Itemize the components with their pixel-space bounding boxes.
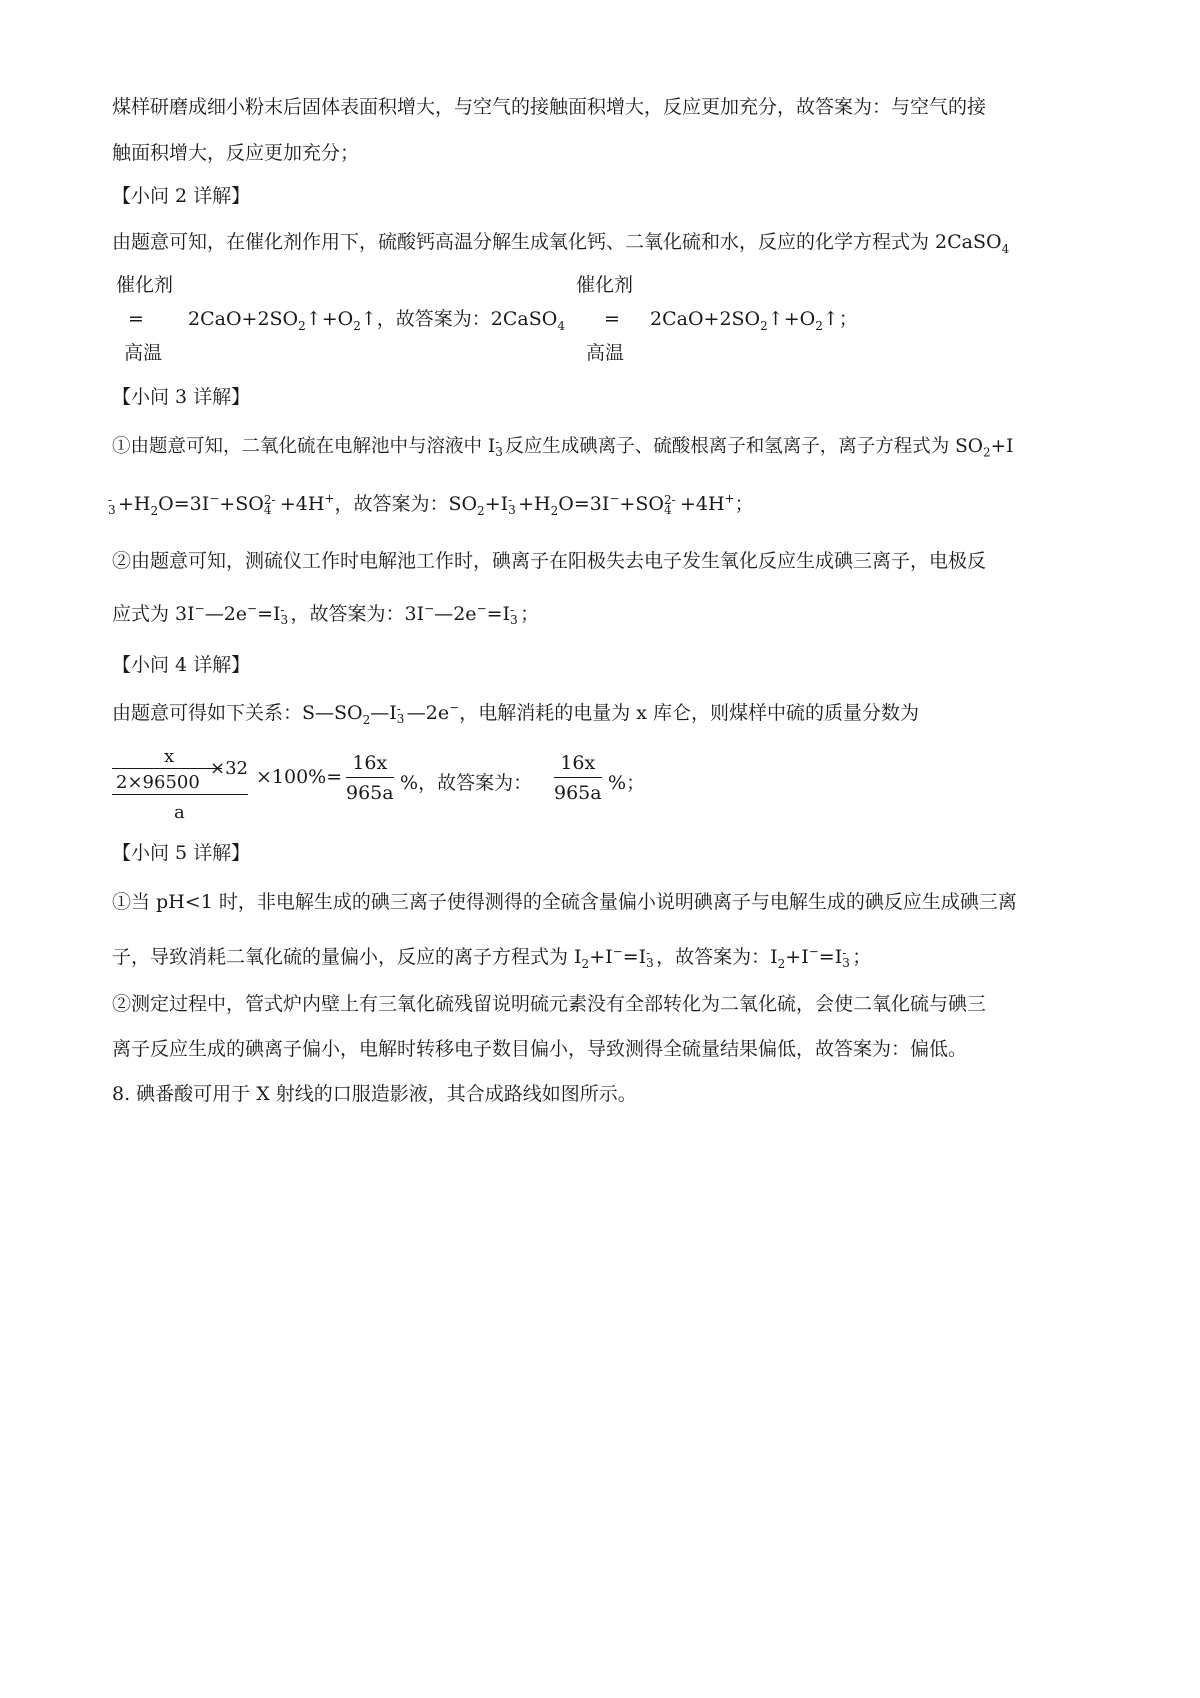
charge-stack [495, 436, 505, 458]
subscript: 2 [362, 712, 371, 727]
text: ↑； [822, 308, 858, 330]
superscript: 2- [263, 493, 276, 507]
paragraph-line [112, 700, 919, 727]
text: 2CaO+2SO [188, 308, 299, 330]
fraction-denominator-a: a [174, 802, 185, 823]
superscript: - [396, 702, 401, 716]
superscript: - [510, 603, 515, 617]
fraction-numerator: 16x [346, 752, 394, 778]
text: 由题意可知，在催化剂作用下，硫酸钙高温分解生成氧化钙、二氧化硫和水，反应的化学方程式为 2CaSO [112, 231, 1002, 253]
percent: % [400, 772, 419, 794]
text: —2e [406, 702, 450, 724]
subscript: 3 [510, 613, 518, 627]
text: +I [589, 946, 613, 968]
superscript: - [495, 435, 500, 449]
charge-stack [397, 703, 407, 725]
text: ； [734, 493, 754, 515]
charge-stack [281, 604, 291, 626]
text: ↑+O [767, 308, 816, 330]
text: ； [520, 603, 540, 625]
subscript: 3 [842, 956, 850, 970]
subscript: 3 [108, 503, 116, 517]
fraction-denominator: 965a [346, 782, 394, 804]
subscript: 2 [760, 318, 768, 333]
superscript: + [724, 491, 735, 506]
text: —2e [204, 603, 248, 625]
fraction-numerator-x: x [164, 746, 175, 767]
text: +4H [279, 493, 325, 515]
equals-sign: = [604, 308, 620, 330]
superscript: - [842, 946, 847, 960]
subscript: 2 [581, 956, 590, 971]
superscript: - [108, 493, 113, 507]
charge-stack [508, 494, 518, 516]
text: ，故答案为： [418, 772, 533, 794]
superscript: - [508, 493, 513, 507]
text: +I [990, 436, 1014, 457]
text: +H [518, 493, 551, 515]
charge-stack [264, 494, 280, 516]
paragraph-line [108, 491, 754, 518]
superscript: − [209, 491, 220, 506]
paragraph-line [112, 601, 540, 627]
text: ×100%= [256, 766, 343, 788]
superscript: − [194, 601, 205, 616]
charge-stack [664, 494, 680, 516]
subscript: 2 [477, 503, 485, 518]
paragraph-line: 离子反应生成的碘离子偏小，电解时转移电子数目偏小，导致测得全硫量结果偏低，故答案为：偏低。 [112, 1038, 968, 1060]
paragraph-line [112, 231, 1010, 256]
text: +I [484, 493, 509, 515]
superscript: - [280, 603, 285, 617]
subscript: 4 [557, 318, 565, 333]
times-32: ×32 [210, 758, 248, 779]
paragraph-line: ②由题意可知，测硫仪工作时电解池工作时，碘离子在阳极失去电子发生氧化反应生成碘三离子，电极反 [112, 550, 987, 572]
question-text: 8. 碘番酸可用于 X 射线的口服造影液，其合成路线如图所示。 [112, 1083, 637, 1105]
text: ↑，故答案为：2CaSO [360, 308, 558, 330]
paragraph-line [112, 436, 1013, 458]
text: ①由题意可知，二氧化硫在电解池中与溶液中 I [112, 436, 496, 457]
subscript: 2 [353, 318, 361, 333]
paragraph-line: 煤样研磨成细小粉末后固体表面积增大，与空气的接触面积增大，反应更加充分，故答案为：与空气的接 [112, 96, 987, 118]
paragraph-line: ①当 pH<1 时，非电解生成的碘三离子使得测得的全硫含量偏小说明碘离子与电解生成的碘反应生成碘三离 [112, 891, 1017, 913]
text: ↑+O [305, 308, 354, 330]
equation-products [188, 308, 565, 333]
condition-catalyst: 催化剂 [576, 274, 634, 296]
subscript: 2 [982, 445, 991, 460]
inner-fraction-bar [112, 768, 222, 769]
charge-stack [510, 604, 520, 626]
text: ，故答案为：SO [334, 493, 478, 515]
text: =I [622, 946, 647, 968]
text: 应式为 3I [112, 603, 195, 625]
paragraph-line: 触面积增大，反应更加充分； [112, 142, 360, 164]
text: =I [818, 946, 843, 968]
condition-heat: 高温 [124, 342, 163, 364]
equation-products [650, 308, 858, 333]
outer-fraction-bar [112, 794, 248, 795]
subscript: 2 [815, 318, 823, 333]
charge-stack [842, 947, 852, 969]
charge-stack [108, 494, 118, 516]
subscript: 3 [508, 503, 516, 517]
superscript: − [247, 601, 258, 616]
text: +4H [679, 493, 725, 515]
paragraph-line [112, 944, 872, 971]
subscript: 4 [1001, 241, 1010, 256]
superscript: − [612, 944, 623, 959]
subscript: 4 [663, 503, 672, 517]
section-heading: 【小问 3 详解】 [112, 386, 251, 408]
text: O=3I [558, 493, 610, 515]
text: ，故答案为：3I [290, 603, 425, 625]
text: 子，导致消耗二氧化硫的量偏小，反应的离子方程式为 I [112, 946, 582, 968]
answer-fraction [554, 752, 602, 804]
fraction-mid [116, 772, 200, 793]
text: ； [852, 946, 872, 968]
fraction-equation [256, 766, 342, 788]
condition-catalyst: 催化剂 [116, 274, 174, 296]
text: +SO [619, 493, 664, 515]
superscript: 2- [663, 493, 676, 507]
subscript: 3 [396, 712, 405, 726]
superscript: - [646, 946, 651, 960]
charge-stack [646, 947, 656, 969]
subscript: 2 [550, 503, 559, 518]
text: 2×96500 [116, 772, 200, 793]
subscript: 3 [280, 613, 289, 627]
superscript: − [808, 944, 819, 959]
subscript: 3 [646, 956, 654, 970]
paragraph-line: ②测定过程中，管式炉内壁上有三氧化硫残留说明硫元素没有全部转化为二氧化硫，会使二氧化硫与碘三 [112, 993, 987, 1015]
section-heading: 【小问 5 详解】 [112, 842, 251, 864]
section-heading: 【小问 4 详解】 [112, 654, 251, 676]
result-fraction [346, 752, 394, 804]
text: +H [118, 493, 151, 515]
text: +I [785, 946, 809, 968]
text: =I [257, 603, 281, 625]
section-heading: 【小问 2 详解】 [112, 185, 251, 207]
text: =I [486, 603, 511, 625]
fraction-numerator: 16x [554, 752, 602, 778]
text: —2e [434, 603, 477, 625]
superscript: − [476, 601, 487, 616]
superscript: + [324, 491, 335, 506]
answer-label [400, 768, 532, 795]
subscript: 2 [298, 318, 306, 333]
subscript: 2 [150, 503, 159, 518]
percent: % [608, 772, 627, 794]
complex-fraction [112, 746, 250, 826]
answer-end [608, 768, 645, 795]
text: +SO [219, 493, 264, 515]
text: ，故答案为：I [656, 946, 778, 968]
superscript: − [609, 491, 620, 506]
text: 2CaO+2SO [650, 308, 761, 330]
superscript: − [449, 700, 460, 715]
text: 由题意可得如下关系：S—SO [112, 702, 363, 724]
text: ； [626, 772, 646, 794]
subscript: 3 [495, 445, 503, 459]
text: O=3I [158, 493, 210, 515]
text: ，电解消耗的电量为 x 库仑，则煤样中硫的质量分数为 [459, 702, 919, 724]
equals-sign: = [128, 308, 144, 330]
subscript: 4 [263, 503, 272, 517]
fraction-denominator: 965a [554, 782, 602, 804]
text: —I [370, 702, 397, 724]
condition-heat: 高温 [586, 342, 625, 364]
subscript: 2 [777, 956, 786, 971]
superscript: − [424, 601, 435, 616]
text: 反应生成碘离子、硫酸根离子和氢离子，离子方程式为 SO [505, 436, 983, 457]
